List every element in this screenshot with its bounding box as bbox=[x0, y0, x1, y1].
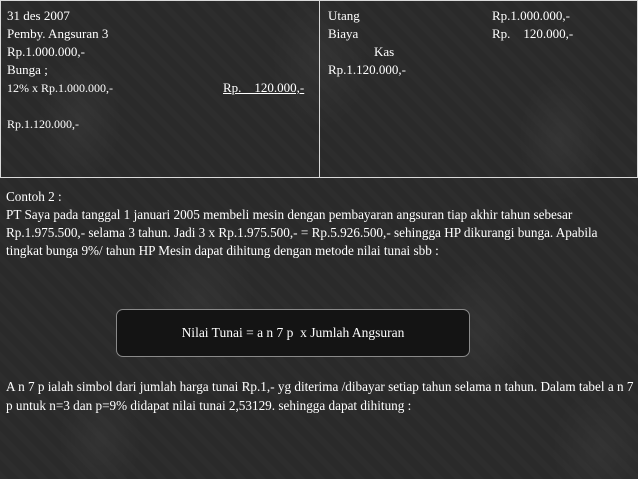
journal-payment: Pemby. Angsuran 3 bbox=[7, 26, 109, 41]
example-section bbox=[6, 188, 632, 260]
journal-interest-amount: Rp. 120.000,- bbox=[223, 80, 305, 95]
journal-interest-row bbox=[7, 79, 313, 97]
cost-label: Biaya bbox=[328, 26, 359, 41]
journal-left-cell bbox=[0, 0, 320, 178]
journal-total: Rp.1.120.000,- bbox=[7, 117, 79, 131]
formula-box bbox=[116, 309, 470, 357]
journal-right-cell bbox=[319, 0, 638, 178]
journal-interest-label: Bunga ; bbox=[7, 62, 48, 77]
formula-text: Nilai Tunai = a n 7 p x Jumlah Angsuran bbox=[181, 325, 405, 340]
journal-interest-calc: 12% x Rp.1.000.000,- bbox=[7, 81, 113, 95]
example-paragraph: PT Saya pada tanggal 1 januari 2005 membeli mesin dengan pembayaran angsuran tiap akhir tahun sebesar Rp.1.975.500,- selama 3 tahun. Jadi 3 x Rp.1.975.500,- = Rp.5.926.500,- sehingga HP dikurangi bunga. Apabila tingkat bunga 9%/ tahun HP Mesin dapat dihitung dengan metode nilai tunai sbb : bbox=[6, 207, 598, 258]
debt-amount: Rp.1.000.000,- bbox=[492, 8, 570, 23]
cash-amount: Rp.1.120.000,- bbox=[328, 62, 406, 77]
example-title: Contoh 2 : bbox=[6, 189, 62, 204]
explanation-paragraph: A n 7 p ialah simbol dari jumlah harga tunai Rp.1,- yg diterima /dibayar setiap tahun selama n tahun. Dalam tabel a n 7 p untuk n=3 dan p=9% didapat nilai tunai 2,53129. sehingga dapat dihitung : bbox=[6, 379, 634, 413]
journal-date: 31 des 2007 bbox=[7, 8, 70, 23]
cost-amount: Rp. 120.000,- bbox=[492, 26, 574, 41]
debt-label: Utang bbox=[328, 8, 360, 23]
journal-principal: Rp.1.000.000,- bbox=[7, 44, 85, 59]
cash-label: Kas bbox=[374, 44, 395, 59]
